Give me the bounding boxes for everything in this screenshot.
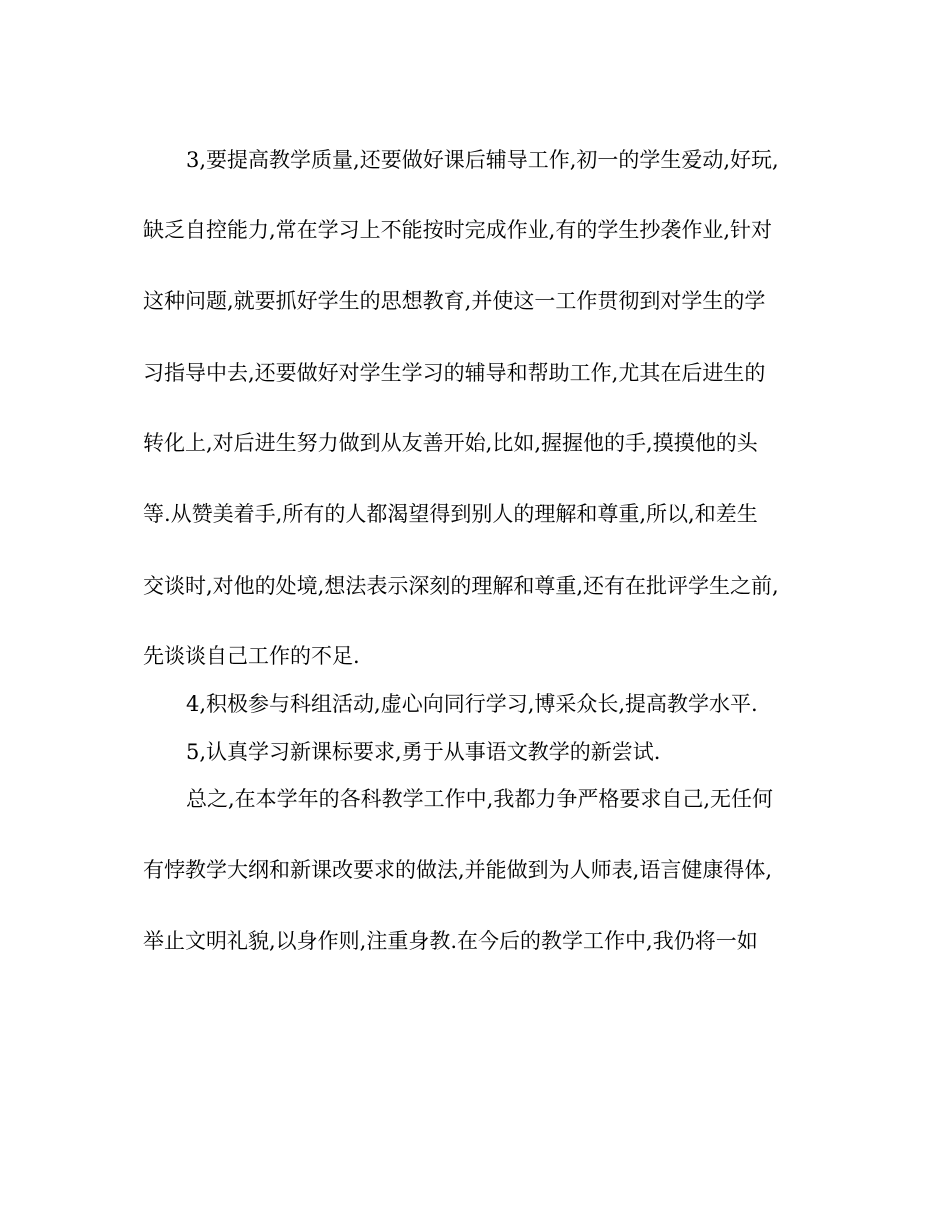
paragraph-3-line-5: 转化上,对后进生努力做到从友善开始,比如,握握他的手,摸摸他的头 (143, 431, 758, 455)
paragraph-summary-line-1: 总之,在本学年的各科教学工作中,我都力争严格要求自己,无任何 (186, 787, 774, 811)
paragraph-3-line-7: 交谈时,对他的处境,想法表示深刻的理解和尊重,还有在批评学生之前, (143, 574, 779, 598)
paragraph-3-line-2: 缺乏自控能力,常在学习上不能按时完成作业,有的学生抄袭作业,针对 (143, 218, 773, 242)
paragraph-3-line-3: 这种问题,就要抓好学生的思想教育,并使这一工作贯彻到对学生的学 (143, 289, 766, 313)
paragraph-3-line-1: 3,要提高教学质量,还要做好课后辅导工作,初一的学生爱动,好玩, (186, 148, 779, 172)
paragraph-3-line-8: 先谈谈自己工作的不足. (143, 644, 360, 668)
paragraph-5-line-1: 5,认真学习新课标要求,勇于从事语文教学的新尝试. (186, 740, 661, 764)
paragraph-3-line-4: 习指导中去,还要做好对学生学习的辅导和帮助工作,尤其在后进生的 (143, 361, 766, 385)
paragraph-3-line-6: 等.从赞美着手,所有的人都渴望得到别人的理解和尊重,所以,和差生 (143, 502, 758, 526)
paragraph-4-line-1: 4,积极参与科组活动,虚心向同行学习,博采众长,提高教学水平. (186, 692, 758, 716)
paragraph-summary-line-2: 有悖教学大纲和新课改要求的做法,并能做到为人师表,语言健康得体, (143, 858, 773, 882)
paragraph-summary-line-3: 举止文明礼貌,以身作则,注重身教.在今后的教学工作中,我仍将一如 (143, 929, 758, 953)
